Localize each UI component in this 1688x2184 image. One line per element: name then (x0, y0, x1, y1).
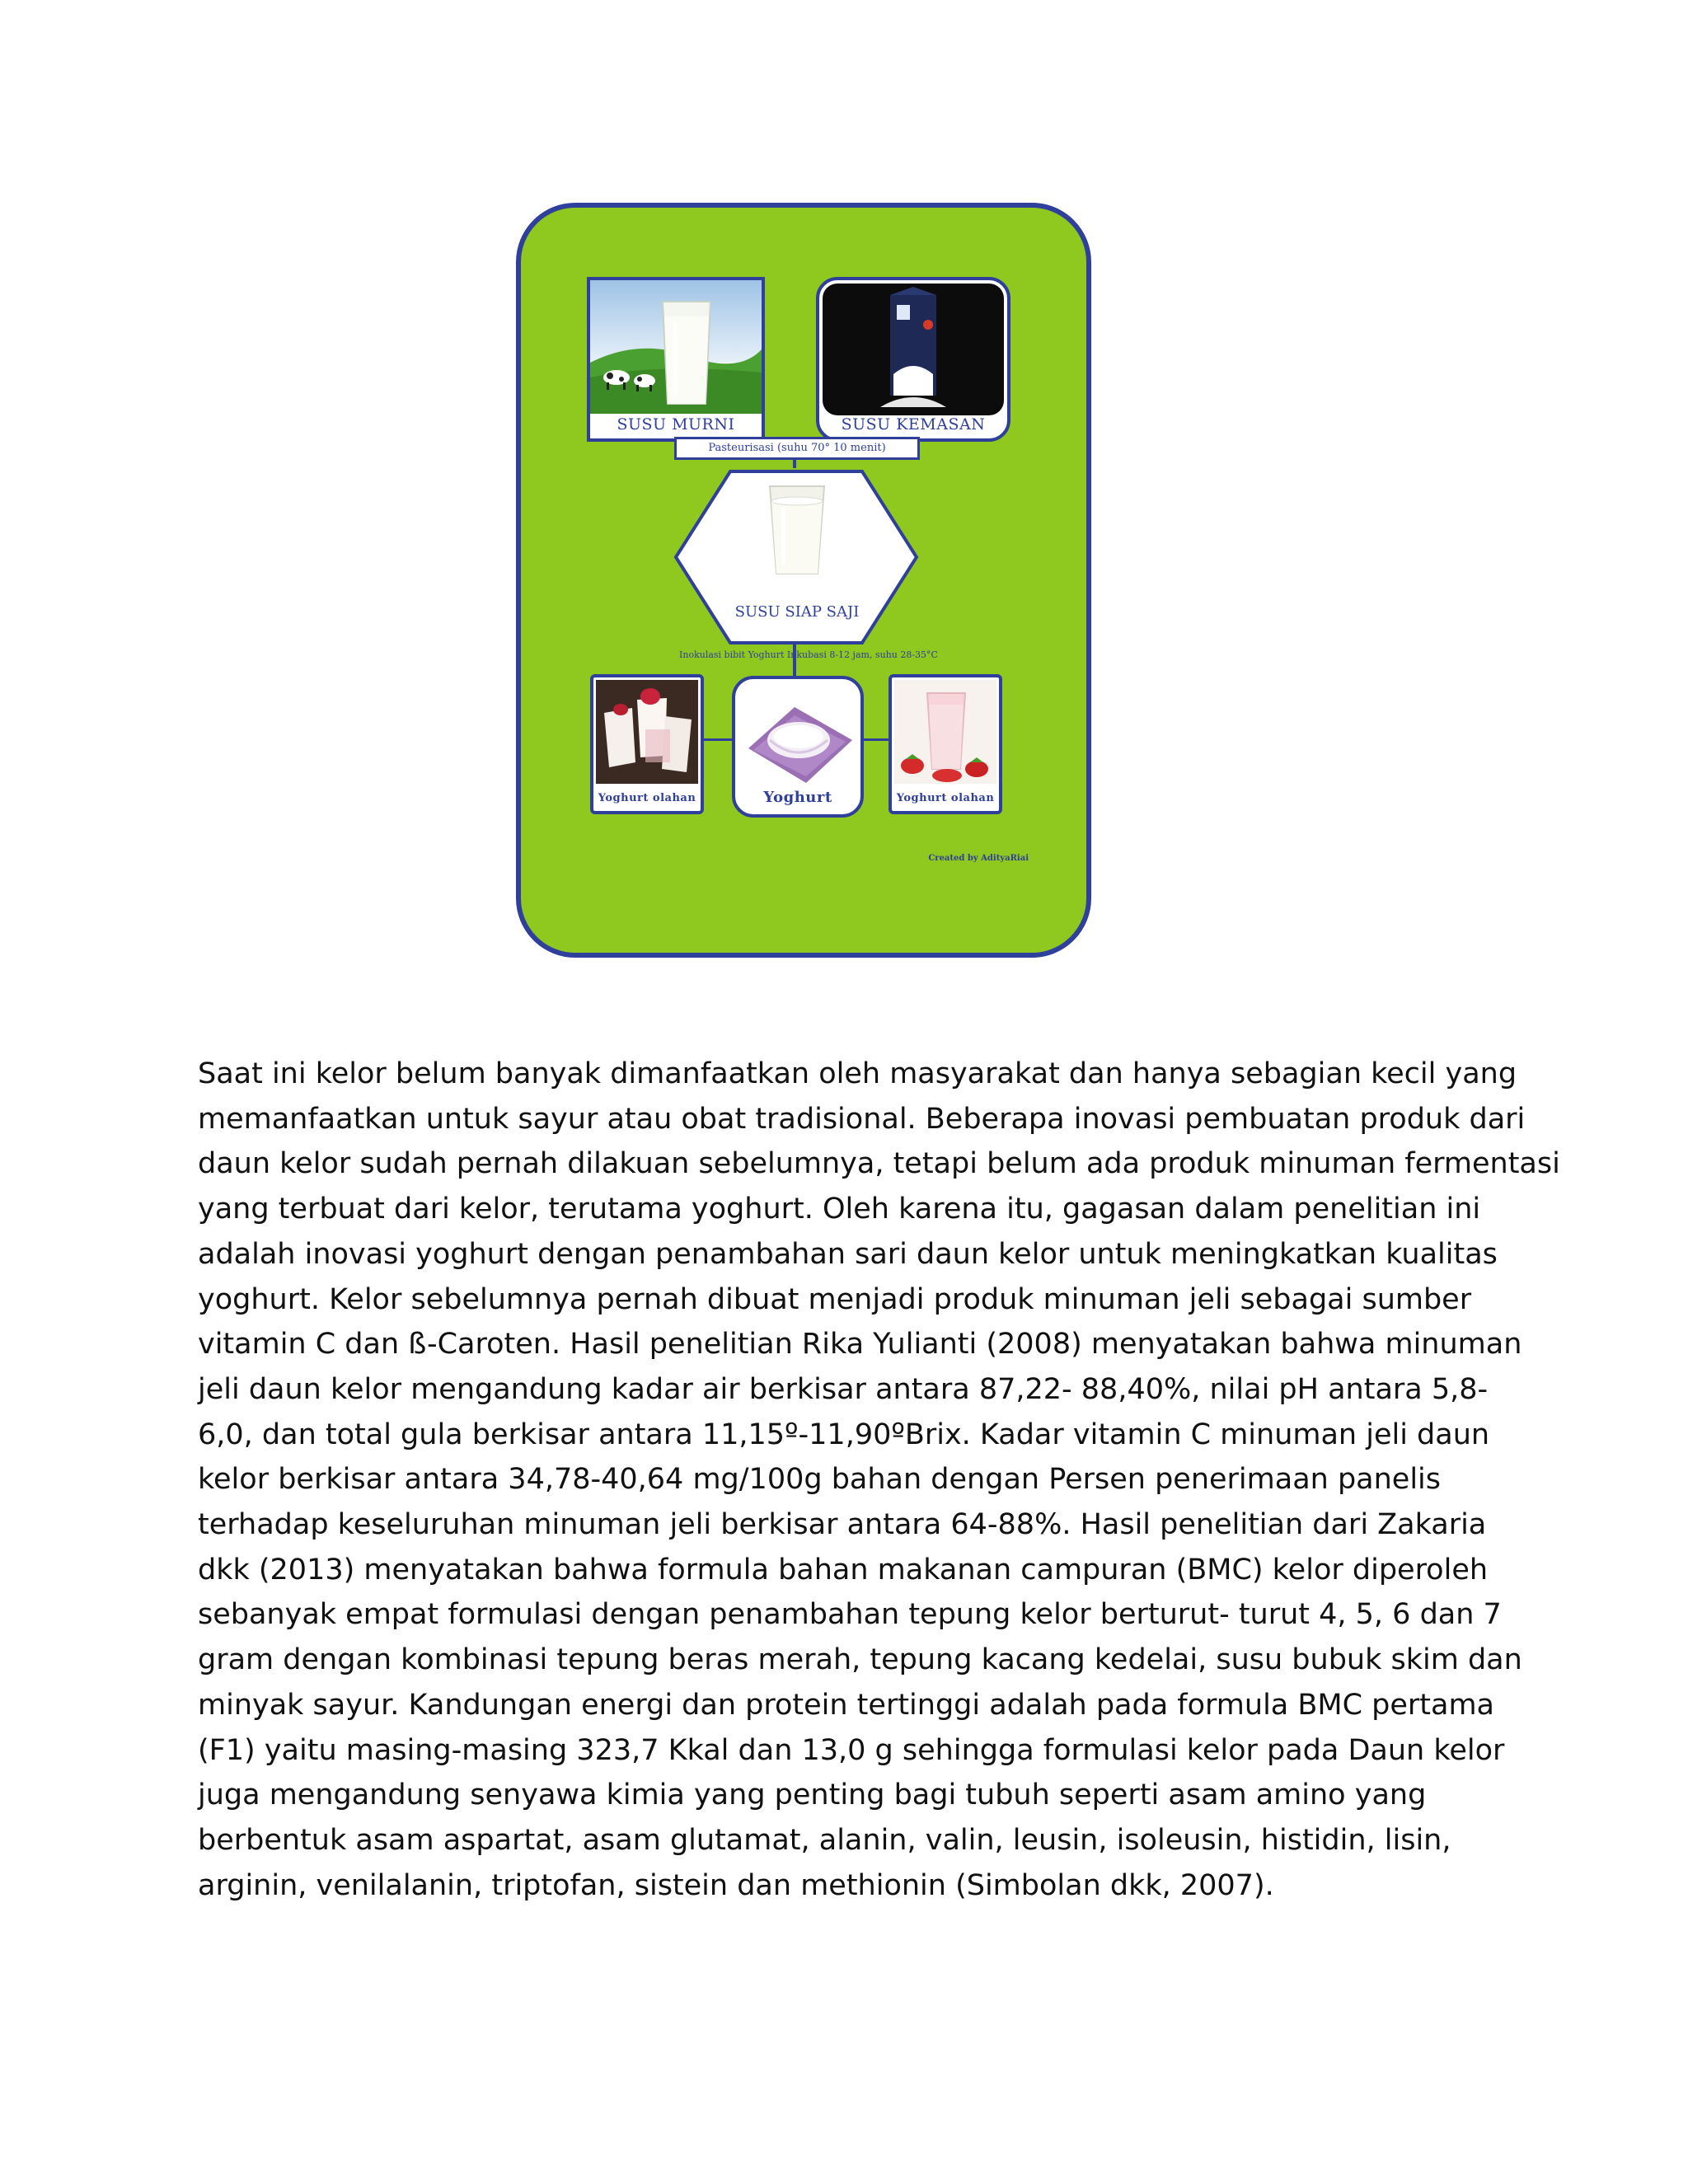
susu-murni-box (587, 277, 765, 442)
yoghurt-olahan-left-box (590, 674, 704, 814)
yoghurt-olahan-left-photo (596, 680, 698, 784)
yoghurt-photo (737, 682, 860, 786)
paragraph-line: vitamin C dan ß-Caroten. Hasil penelitian Rika Yulianti (2008) menyatakan bahwa minuman (198, 1328, 1522, 1361)
paragraph-line: dkk (2013) menyatakan bahwa formula bahan makanan campuran (BMC) kelor diperoleh (198, 1553, 1489, 1586)
yoghurt-olahan-right-label: Yoghurt olahan (896, 792, 995, 804)
milk-carton-icon (890, 287, 936, 396)
body-paragraph (198, 1052, 1560, 1908)
yoghurt-bowl-icon (748, 707, 852, 783)
paragraph-line: yang terbuat dari kelor, terutama yoghurt. Oleh karena itu, gagasan dalam penelitian ini (198, 1193, 1481, 1226)
paragraph-line: arginin, venilalanin, triptofan, sistein dan methionin (Simbolan dkk, 2007). (198, 1868, 1274, 1902)
connector-line (704, 738, 732, 741)
yoghurt-process-figure (516, 203, 1091, 958)
milk-glass-icon (770, 486, 824, 574)
paragraph-line: juga mengandung senyawa kimia yang penting bagi tubuh seperti asam amino yang (198, 1779, 1427, 1812)
paragraph-line: gram dengan kombinasi tepung beras merah, tepung kacang kedelai, susu bubuk skim dan (198, 1643, 1522, 1677)
susu-kemasan-box (816, 277, 1010, 442)
paragraph-line: sebanyak empat formulasi dengan penambahan tepung kelor berturut- turut 4, 5, 6 dan 7 (198, 1598, 1502, 1632)
paragraph-line: jeli daun kelor mengandung kadar air berkisar antara 87,22- 88,40%, nilai pH antara 5,8- (198, 1372, 1489, 1406)
susu-kemasan-label: SUSU KEMASAN (841, 415, 986, 434)
pasteurisasi-label: Pasteurisasi (suhu 70° 10 menit) (674, 437, 920, 460)
paragraph-line: adalah inovasi yoghurt dengan penambahan sari daun kelor untuk meningkatkan kualitas (198, 1237, 1498, 1271)
milk-glass-icon (663, 302, 710, 404)
susu-siap-saji-label: SUSU SIAP SAJI (734, 603, 860, 621)
inokulasi-label: Inokulasi bibit Yoghurt Inkubasi 8-12 jam, suhu 28-35°C (679, 649, 938, 660)
paragraph-line: terhadap keseluruhan minuman jeli berkisar antara 64-88%. Hasil penelitian dari Zakaria (198, 1508, 1487, 1542)
paragraph-line: kelor berkisar antara 34,78-40,64 mg/100g bahan dengan Persen penerimaan panelis (198, 1463, 1442, 1497)
paragraph-line: minyak sayur. Kandungan energi dan protein tertinggi adalah pada formula BMC pertama (198, 1688, 1495, 1722)
susu-murni-label: SUSU MURNI (617, 415, 735, 434)
yoghurt-olahan-right-box (889, 674, 1002, 814)
paragraph-line: memanfaatkan untuk sayur atau obat tradisional. Beberapa inovasi pembuatan produk dari (198, 1102, 1526, 1136)
connector-line (864, 738, 889, 741)
yoghurt-label: Yoghurt (763, 789, 832, 806)
paragraph-line: (F1) yaitu masing-masing 323,7 Kkal dan 13,0 g sehingga formulasi kelor pada Daun kelor (198, 1733, 1505, 1767)
susu-murni-photo (590, 280, 762, 414)
yoghurt-box (732, 676, 864, 818)
created-by-label: Created by AdityaRiai (928, 854, 1029, 863)
yoghurt-olahan-right-photo (894, 680, 996, 784)
susu-kemasan-photo (823, 284, 1004, 415)
paragraph-line: Saat ini kelor belum banyak dimanfaatkan oleh masyarakat dan hanya sebagian kecil yang (198, 1057, 1517, 1090)
paragraph-line: 6,0, dan total gula berkisar antara 11,15º-11,90ºBrix. Kadar vitamin C minuman jeli daun (198, 1418, 1490, 1451)
paragraph-line: daun kelor sudah pernah dilakuan sebelumnya, tetapi belum ada produk minuman fermentasi (198, 1147, 1560, 1181)
paragraph-line: berbentuk asam aspartat, asam glutamat, alanin, valin, leusin, isoleusin, histidin, lisin, (198, 1823, 1451, 1857)
yoghurt-olahan-left-label: Yoghurt olahan (598, 792, 696, 804)
paragraph-line: yoghurt. Kelor sebelumnya pernah dibuat menjadi produk minuman jeli sebagai sumber (198, 1282, 1472, 1316)
